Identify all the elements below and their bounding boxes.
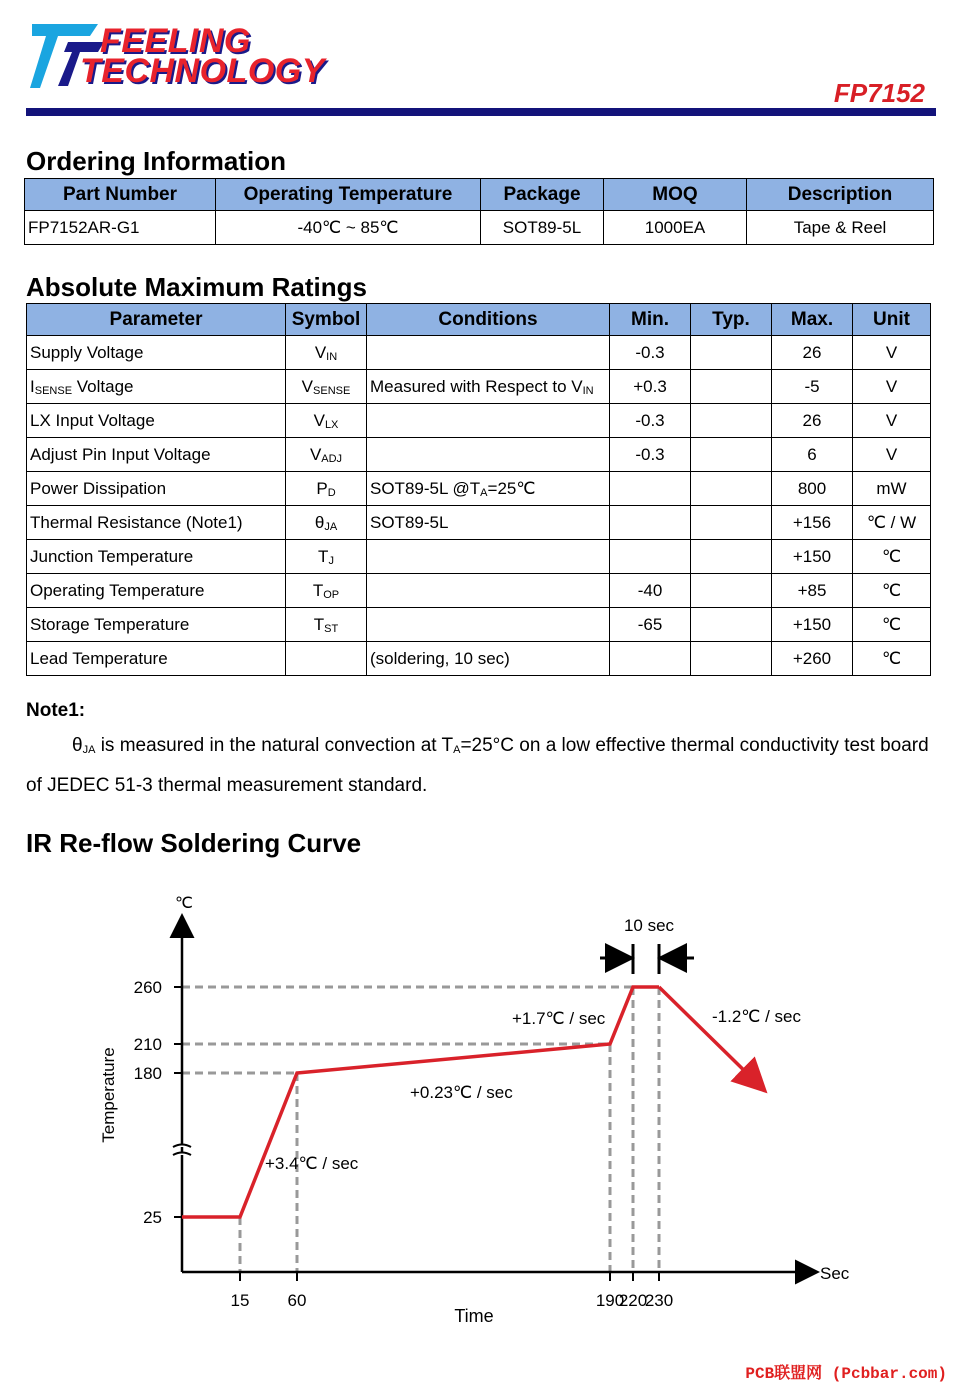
slope-annotation-cooling: -1.2℃ / sec xyxy=(712,1007,802,1026)
cell-symbol xyxy=(286,472,367,506)
parameter-text: I xyxy=(30,376,35,396)
cell-typ xyxy=(691,642,772,676)
cell-unit xyxy=(853,506,931,540)
amr-row xyxy=(27,370,931,404)
cell-unit xyxy=(853,608,931,642)
cell-unit xyxy=(853,336,931,370)
amr-row xyxy=(27,336,931,370)
cell-parameter xyxy=(27,438,286,472)
cell-typ xyxy=(691,336,772,370)
symbol-subscript: IN xyxy=(326,350,338,363)
symbol-subscript: J xyxy=(328,554,334,567)
parameter-text-rest: Voltage xyxy=(72,376,134,396)
cell-parameter xyxy=(27,472,286,506)
max-value: +156 xyxy=(792,512,832,532)
watermark: PCB联盟网 (Pcbbar.com) xyxy=(745,1365,947,1383)
y-axis-label: Temperature xyxy=(99,1047,118,1143)
min-value: -65 xyxy=(637,614,663,634)
symbol-subscript: JA xyxy=(324,520,338,533)
cell-max xyxy=(772,336,853,370)
col-operating-temperature: Operating Temperature xyxy=(216,179,481,211)
unit-value: ℃ / W xyxy=(866,512,917,532)
cell-typ xyxy=(691,472,772,506)
symbol-text: V xyxy=(313,410,325,430)
col-unit: Unit xyxy=(853,304,931,336)
cell-typ xyxy=(691,608,772,642)
cell-parameter xyxy=(27,574,286,608)
logo-text-line1: FEELING xyxy=(100,22,251,60)
cell-min xyxy=(610,472,691,506)
parameter-text: Lead Temperature xyxy=(30,648,168,668)
col-part-number: Part Number xyxy=(25,179,216,211)
cell-moq: 1000EA xyxy=(604,211,747,245)
cell-typ xyxy=(691,404,772,438)
amr-header-row xyxy=(27,304,931,336)
slope-annotation-ramp: +1.7℃ / sec xyxy=(512,1009,606,1028)
cell-symbol xyxy=(286,642,367,676)
cell-typ xyxy=(691,540,772,574)
col-min: Min. xyxy=(610,304,691,336)
logo-text-line2: TECHNOLOGY xyxy=(80,52,325,90)
y-unit-label: ℃ xyxy=(175,895,193,912)
cell-symbol xyxy=(286,336,367,370)
symbol-text: T xyxy=(312,580,324,600)
symbol-subscript: ST xyxy=(324,622,339,635)
max-value: -5 xyxy=(804,376,820,396)
cell-conditions xyxy=(367,642,610,676)
cell-max xyxy=(772,438,853,472)
cell-parameter xyxy=(27,506,286,540)
cell-conditions xyxy=(367,404,610,438)
unit-value: ℃ xyxy=(881,546,902,566)
cell-conditions xyxy=(367,438,610,472)
cell-unit xyxy=(853,472,931,506)
cell-max xyxy=(772,574,853,608)
cell-min xyxy=(610,506,691,540)
cell-min xyxy=(610,608,691,642)
cell-max xyxy=(772,404,853,438)
unit-value: V xyxy=(885,376,898,396)
ordering-table xyxy=(24,178,934,245)
cell-symbol xyxy=(286,438,367,472)
symbol-text: V xyxy=(309,444,322,464)
x-tick-label: 190 xyxy=(595,1291,625,1310)
document-id: FP7152 xyxy=(833,78,925,108)
header-rule xyxy=(26,108,936,116)
cell-unit xyxy=(853,370,931,404)
y-tick-label: 210 xyxy=(133,1035,162,1054)
cell-typ xyxy=(691,574,772,608)
min-value: -0.3 xyxy=(635,444,665,464)
conditions-subscript: IN xyxy=(582,384,594,397)
cell-operating-temperature: -40℃ ~ 85℃ xyxy=(216,211,481,245)
cell-max xyxy=(772,540,853,574)
symbol-text: P xyxy=(316,478,328,498)
cell-symbol xyxy=(286,540,367,574)
cell-unit xyxy=(853,540,931,574)
col-conditions: Conditions xyxy=(367,304,610,336)
amr-row xyxy=(27,574,931,608)
cell-typ xyxy=(691,370,772,404)
cell-symbol xyxy=(286,370,367,404)
col-parameter: Parameter xyxy=(27,304,286,336)
ordering-row xyxy=(25,211,934,245)
parameter-text: Thermal Resistance (Note1) xyxy=(30,512,243,532)
symbol-text: θ xyxy=(314,512,325,532)
cell-symbol xyxy=(286,574,367,608)
parameter-subscript: SENSE xyxy=(34,384,73,397)
symbol-text: V xyxy=(301,376,314,396)
cell-unit xyxy=(853,642,931,676)
reflow-title: IR Re-flow Soldering Curve xyxy=(26,828,362,858)
symbol-text: T xyxy=(313,614,325,634)
cell-conditions xyxy=(367,574,610,608)
parameter-text: Power Dissipation xyxy=(30,478,167,498)
y-tick-label: 25 xyxy=(143,1208,162,1227)
cell-unit xyxy=(853,574,931,608)
symbol-subscript: SENSE xyxy=(313,384,351,397)
cell-conditions xyxy=(367,370,610,404)
amr-row xyxy=(27,540,931,574)
note-text-a: is measured in the natural convection at T xyxy=(95,735,454,756)
cell-unit xyxy=(853,438,931,472)
col-symbol: Symbol xyxy=(286,304,367,336)
cell-symbol xyxy=(286,506,367,540)
cell-typ xyxy=(691,506,772,540)
cell-min xyxy=(610,438,691,472)
cell-symbol xyxy=(286,608,367,642)
max-value: 26 xyxy=(802,410,822,430)
cell-parameter xyxy=(27,370,286,404)
min-value: -0.3 xyxy=(635,342,665,362)
symbol-subscript: ADJ xyxy=(321,452,343,465)
unit-value: ℃ xyxy=(881,648,902,668)
min-value: +0.3 xyxy=(633,376,667,396)
cell-conditions xyxy=(367,472,610,506)
cell-min xyxy=(610,404,691,438)
y-tick-label: 180 xyxy=(133,1064,162,1083)
amr-row xyxy=(27,642,931,676)
cell-package: SOT89-5L xyxy=(481,211,604,245)
parameter-text: Adjust Pin Input Voltage xyxy=(30,444,211,464)
cell-max xyxy=(772,608,853,642)
conditions-subscript: A xyxy=(480,486,488,499)
note-body xyxy=(26,728,931,803)
col-moq: MOQ xyxy=(604,179,747,211)
amr-row xyxy=(27,472,931,506)
parameter-text: Storage Temperature xyxy=(30,614,190,634)
parameter-text: Supply Voltage xyxy=(30,342,144,362)
x-tick-label: 230 xyxy=(644,1291,674,1310)
cell-conditions xyxy=(367,336,610,370)
unit-value: V xyxy=(885,444,898,464)
cell-parameter xyxy=(27,404,286,438)
max-value: +150 xyxy=(792,614,832,634)
note-theta-sub: JA xyxy=(82,744,96,756)
cell-part-number: FP7152AR-G1 xyxy=(25,211,216,245)
x-axis-label: Time xyxy=(454,1306,494,1326)
x-tick-label: 15 xyxy=(230,1291,250,1310)
unit-value: ℃ xyxy=(881,580,902,600)
ordering-header-row xyxy=(25,179,934,211)
unit-value: V xyxy=(885,342,898,362)
ordering-title: Ordering Information xyxy=(26,146,286,176)
max-value: +85 xyxy=(797,580,827,600)
max-value: 6 xyxy=(807,444,817,464)
cell-parameter xyxy=(27,540,286,574)
cell-parameter xyxy=(27,608,286,642)
amr-row xyxy=(27,608,931,642)
max-value: 800 xyxy=(797,478,827,498)
note-ta-sub: A xyxy=(453,744,461,756)
note-text-b: =25°C on a low effective thermal conductivity test board of JEDEC 51-3 thermal measurement standard. xyxy=(26,735,929,796)
conditions-text-rest: =25℃ xyxy=(487,478,536,498)
cell-description: Tape & Reel xyxy=(747,211,934,245)
x-tick-label: 60 xyxy=(287,1291,307,1310)
cell-max xyxy=(772,642,853,676)
slope-annotation-soak: +0.23℃ / sec xyxy=(410,1083,513,1102)
parameter-text: Junction Temperature xyxy=(30,546,194,566)
y-tick-label: 260 xyxy=(133,978,162,997)
unit-value: ℃ xyxy=(881,614,902,634)
conditions-text: SOT89-5L xyxy=(370,512,449,532)
cell-max xyxy=(772,506,853,540)
min-value: -40 xyxy=(637,580,663,600)
symbol-subscript: OP xyxy=(323,588,340,601)
unit-value: mW xyxy=(876,478,907,498)
company-logo xyxy=(28,22,328,94)
cell-unit xyxy=(853,404,931,438)
cell-min xyxy=(610,370,691,404)
cell-symbol xyxy=(286,404,367,438)
cell-min xyxy=(610,540,691,574)
cell-conditions xyxy=(367,540,610,574)
col-max: Max. xyxy=(772,304,853,336)
cell-min xyxy=(610,574,691,608)
max-value: 26 xyxy=(802,342,822,362)
parameter-text: LX Input Voltage xyxy=(30,410,155,430)
cell-min xyxy=(610,642,691,676)
cell-typ xyxy=(691,438,772,472)
symbol-text: V xyxy=(314,342,327,362)
cell-max xyxy=(772,370,853,404)
slope-annotation-preheat: +3.4℃ / sec xyxy=(265,1154,359,1173)
col-typ: Typ. xyxy=(691,304,772,336)
unit-value: V xyxy=(885,410,898,430)
cell-conditions xyxy=(367,506,610,540)
amr-table xyxy=(26,303,931,676)
x-unit-label: Sec xyxy=(820,1264,850,1283)
cell-min xyxy=(610,336,691,370)
x-tick-label: 220 xyxy=(618,1291,648,1310)
max-value: +150 xyxy=(792,546,832,566)
cell-parameter xyxy=(27,336,286,370)
cooling-segment-arrow xyxy=(659,987,760,1086)
symbol-subscript: D xyxy=(327,486,336,499)
cell-parameter xyxy=(27,642,286,676)
cell-max xyxy=(772,472,853,506)
amr-row xyxy=(27,404,931,438)
max-value: +260 xyxy=(792,648,832,668)
conditions-text: SOT89-5L @T xyxy=(370,478,481,498)
col-package: Package xyxy=(481,179,604,211)
amr-title: Absolute Maximum Ratings xyxy=(26,272,367,302)
note-theta: θ xyxy=(72,735,83,756)
amr-row xyxy=(27,506,931,540)
symbol-text: T xyxy=(318,546,329,566)
duration-annotation: 10 sec xyxy=(623,916,675,935)
cell-conditions xyxy=(367,608,610,642)
min-value: -0.3 xyxy=(635,410,665,430)
amr-row xyxy=(27,438,931,472)
conditions-text: (soldering, 10 sec) xyxy=(370,648,510,668)
reflow-chart xyxy=(0,870,953,1340)
symbol-subscript: LX xyxy=(324,418,339,431)
conditions-text: Measured with Respect to V xyxy=(370,376,583,396)
parameter-text: Operating Temperature xyxy=(30,580,205,600)
col-description: Description xyxy=(747,179,934,211)
note-title: Note1: xyxy=(26,700,86,721)
